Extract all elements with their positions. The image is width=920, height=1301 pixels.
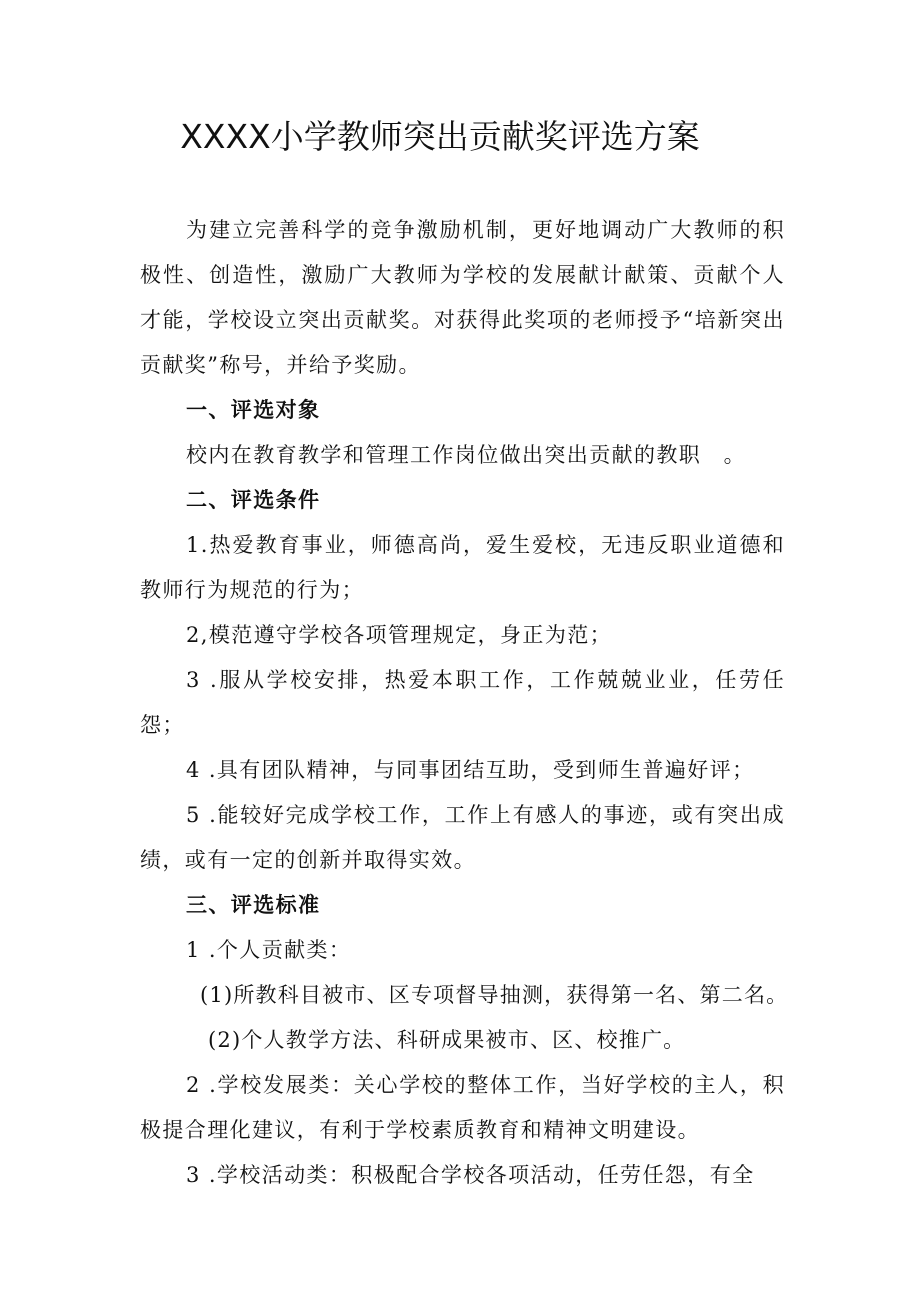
standard-item-1-sub-2: (2)个人教学方法、科研成果被市、区、校推广。 — [208, 1028, 686, 1052]
condition-item-2: 2,模范遵守学校各项管理规定，身正为范； — [186, 623, 613, 647]
section-heading-evaluation-standards: 三、评选标准 — [186, 893, 321, 917]
document-title: XXXX小学教师突出贡献奖评选方案 — [180, 117, 700, 156]
standard-item-1: 1 .个人贡献类： — [186, 938, 352, 962]
condition-item-5: 5 .能较好完成学校工作，工作上有感人的事迹，或有突出成绩，或有一定的创新并取得实效。 — [140, 803, 785, 872]
condition-item-1: 1.热爱教育事业，师德高尚，爱生爱校，无违反职业道德和教师行为规范的行为； — [140, 533, 785, 602]
standard-item-3: 3 .学校活动类：积极配合学校各项活动，任劳任怨，有全 — [186, 1163, 755, 1187]
standard-item-2: 2 .学校发展类：关心学校的整体工作，当好学校的主人，积极提合理化建议，有利于学校素质教育和精神文明建设。 — [140, 1073, 785, 1142]
document-body — [140, 208, 789, 1198]
section-heading-evaluation-conditions: 二、评选条件 — [186, 488, 321, 512]
standard-item-1-sub-1: (1)所教科目被市、区专项督导抽测，获得第一名、第二名。 — [200, 983, 789, 1007]
condition-item-3: 3 .服从学校安排，热爱本职工作，工作兢兢业业，任劳任怨； — [140, 668, 785, 737]
intro-paragraph: 为建立完善科学的竞争激励机制，更好地调动广大教师的积极性、创造性，激励广大教师为学校的发展献计献策、贡献个人才能，学校设立突出贡献奖。对获得此奖项的老师授予“培新突出贡献奖”称号，并给予奖励。 — [140, 218, 785, 377]
section-heading-evaluation-targets: 一、评选对象 — [186, 398, 321, 422]
evaluation-targets-text: 校内在教育教学和管理工作岗位做出突出贡献的教职 。 — [186, 443, 746, 467]
condition-item-4: 4 .具有团队精神，与同事团结互助，受到师生普遍好评； — [186, 758, 755, 782]
